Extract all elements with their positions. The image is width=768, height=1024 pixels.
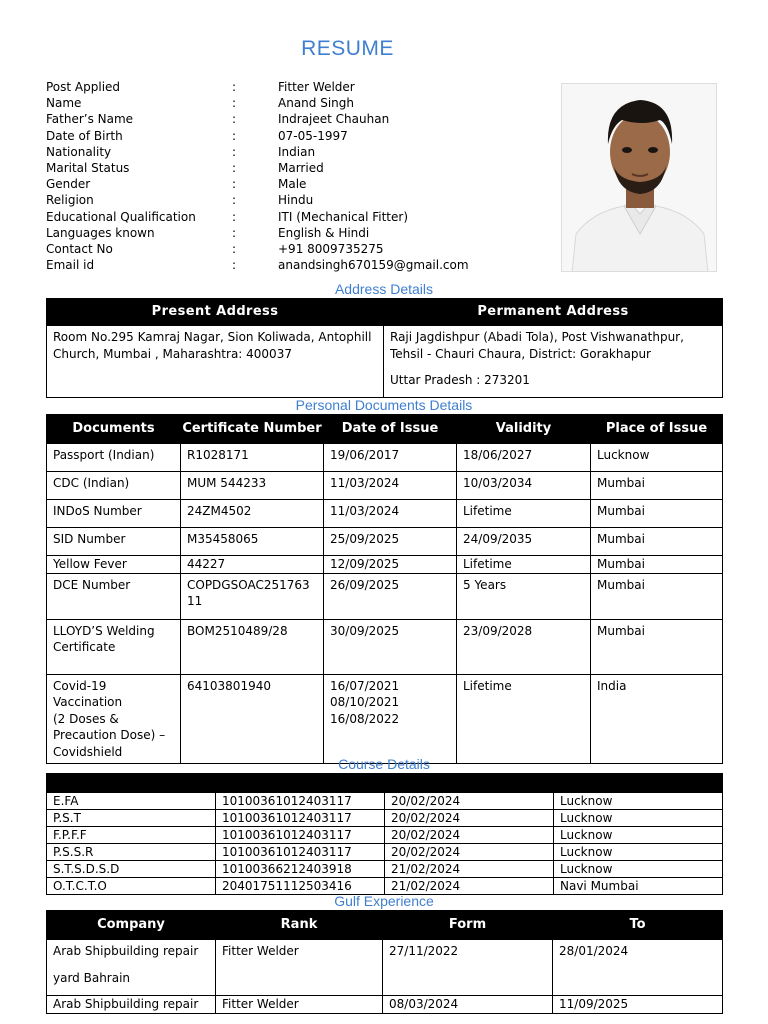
table-cell: MUM 544233 xyxy=(181,472,324,500)
table-cell: 44227 xyxy=(181,556,324,574)
table-row xyxy=(47,793,723,810)
gulf-header: Form xyxy=(383,911,553,940)
personal-value: English & Hindi xyxy=(278,225,370,240)
documents-header: Date of Issue xyxy=(324,415,457,444)
table-cell: 08/03/2024 xyxy=(383,996,553,1014)
personal-row xyxy=(46,160,546,176)
table-cell: Lifetime xyxy=(457,500,591,528)
table-cell: P.S.T xyxy=(47,810,216,827)
colon: : xyxy=(232,160,237,175)
permanent-address xyxy=(384,326,723,398)
table-cell: 26/09/2025 xyxy=(324,573,457,619)
table-cell: 11/03/2024 xyxy=(324,472,457,500)
table-cell: F.P.F.F xyxy=(47,827,216,844)
documents-header: Certificate Number xyxy=(181,415,324,444)
documents-header: Validity xyxy=(457,415,591,444)
table-cell: 5 Years xyxy=(457,573,591,619)
table-cell: 10/03/2034 xyxy=(457,472,591,500)
table-cell: Lifetime xyxy=(457,674,591,764)
colon: : xyxy=(232,128,237,143)
personal-details xyxy=(46,79,546,273)
table-cell: Passport (Indian) xyxy=(47,444,181,472)
personal-row xyxy=(46,209,546,225)
table-cell: Mumbai xyxy=(591,573,723,619)
table-cell: M35458065 xyxy=(181,528,324,556)
personal-label: Email id xyxy=(46,258,95,273)
colon: : xyxy=(232,258,237,273)
table-cell: 10100361012403117 xyxy=(216,810,385,827)
table-cell: O.T.C.T.O xyxy=(47,878,216,895)
colon: : xyxy=(232,225,237,240)
colon: : xyxy=(232,96,237,111)
table-row xyxy=(47,844,723,861)
person-photo-illustration xyxy=(562,84,717,272)
table-cell: 23/09/2028 xyxy=(457,619,591,674)
personal-value: Married xyxy=(278,160,324,175)
table-cell xyxy=(324,674,457,764)
table-cell: 24/09/2035 xyxy=(457,528,591,556)
cell-line: (2 Doses & xyxy=(53,711,119,726)
table-cell: 21/02/2024 xyxy=(385,861,554,878)
table-cell: LLOYD’S Welding Certificate xyxy=(47,619,181,674)
colon: : xyxy=(232,193,237,208)
table-row xyxy=(47,472,723,500)
table-cell: Lucknow xyxy=(554,810,723,827)
table-cell: Lucknow xyxy=(554,793,723,810)
page-title: RESUME xyxy=(301,37,394,60)
present-address: Room No.295 Kamraj Nagar, Sion Koliwada, Antophill Church, Mumbai , Maharashtra: 400037 xyxy=(47,326,384,398)
courses-header-bar xyxy=(47,774,723,793)
table-row xyxy=(47,573,723,619)
cell-line: Covidshield xyxy=(53,744,123,759)
table-cell: 25/09/2025 xyxy=(324,528,457,556)
table-cell: 20/02/2024 xyxy=(385,844,554,861)
permanent-address-header: Permanent Address xyxy=(384,299,723,326)
personal-row xyxy=(46,176,546,192)
table-cell: 11/09/2025 xyxy=(553,996,723,1014)
personal-label: Nationality xyxy=(46,144,112,159)
table-cell: 28/01/2024 xyxy=(553,940,723,996)
table-cell: Lucknow xyxy=(591,444,723,472)
table-cell: 19/06/2017 xyxy=(324,444,457,472)
personal-row xyxy=(46,128,546,144)
table-cell: 21/02/2024 xyxy=(385,878,554,895)
table-cell: 12/09/2025 xyxy=(324,556,457,574)
personal-row xyxy=(46,111,546,127)
table-row xyxy=(47,996,723,1014)
personal-label: Post Applied xyxy=(46,80,121,94)
table-cell: 10100366212403918 xyxy=(216,861,385,878)
table-row xyxy=(47,674,723,764)
table-cell: India xyxy=(591,674,723,764)
table-cell: Lucknow xyxy=(554,861,723,878)
table-cell: Lucknow xyxy=(554,844,723,861)
personal-row xyxy=(46,192,546,208)
table-cell: Lucknow xyxy=(554,827,723,844)
present-address-header: Present Address xyxy=(47,299,384,326)
section-title-documents: Personal Documents Details xyxy=(295,397,473,413)
table-cell: Lifetime xyxy=(457,556,591,574)
table-cell: Navi Mumbai xyxy=(554,878,723,895)
courses-table xyxy=(46,773,723,895)
table-row xyxy=(47,528,723,556)
section-title-courses: Course Details xyxy=(338,756,430,772)
table-cell: 27/11/2022 xyxy=(383,940,553,996)
cell-line: Vaccination xyxy=(53,695,123,709)
table-row xyxy=(47,810,723,827)
personal-row xyxy=(46,95,546,111)
table-cell: 10100361012403117 xyxy=(216,793,385,810)
personal-row xyxy=(46,225,546,241)
permanent-address-line2: Uttar Pradesh : 273201 xyxy=(390,373,530,387)
table-cell: 11/03/2024 xyxy=(324,500,457,528)
personal-label: Name xyxy=(46,96,82,111)
personal-value: Male xyxy=(278,177,307,192)
table-cell: R1028171 xyxy=(181,444,324,472)
personal-value: Indrajeet Chauhan xyxy=(278,112,390,127)
address-table xyxy=(46,298,723,398)
table-cell: COPDGSOAC25176311 xyxy=(181,573,324,619)
table-cell: 30/09/2025 xyxy=(324,619,457,674)
table-cell: 10100361012403117 xyxy=(216,844,385,861)
personal-row xyxy=(46,144,546,160)
table-cell: Mumbai xyxy=(591,472,723,500)
table-row xyxy=(47,619,723,674)
cell-line: Precaution Dose) – xyxy=(53,728,166,742)
gulf-header: To xyxy=(553,911,723,940)
profile-photo xyxy=(561,83,717,272)
gulf-experience-table xyxy=(46,910,723,1014)
table-cell: CDC (Indian) xyxy=(47,472,181,500)
gulf-header: Rank xyxy=(216,911,383,940)
gulf-header: Company xyxy=(47,911,216,940)
colon: : xyxy=(232,241,237,256)
table-cell: 20/02/2024 xyxy=(385,810,554,827)
personal-label: Religion xyxy=(46,193,94,208)
table-cell: E.FA xyxy=(47,793,216,810)
table-row xyxy=(47,500,723,528)
table-cell: INDoS Number xyxy=(47,500,181,528)
colon: : xyxy=(232,209,237,224)
table-row xyxy=(47,878,723,895)
personal-value: 07-05-1997 xyxy=(278,128,348,143)
table-cell: S.T.S.D.S.D xyxy=(47,861,216,878)
table-cell: BOM2510489/28 xyxy=(181,619,324,674)
personal-label: Languages known xyxy=(46,225,155,240)
table-cell: 24ZM4502 xyxy=(181,500,324,528)
table-cell: Yellow Fever xyxy=(47,556,181,574)
table-cell xyxy=(47,674,181,764)
permanent-address-line1: Raji Jagdishpur (Abadi Tola), Post Vishwanathpur, Tehsil - Chauri Chaura, District: Gorakhapur xyxy=(390,330,684,361)
personal-row xyxy=(46,79,546,95)
colon: : xyxy=(232,177,237,192)
table-cell: Mumbai xyxy=(591,500,723,528)
table-cell: Mumbai xyxy=(591,556,723,574)
table-cell: 64103801940 xyxy=(181,674,324,764)
personal-value: anandsingh670159@gmail.com xyxy=(278,258,469,273)
table-row xyxy=(47,444,723,472)
colon: : xyxy=(232,80,237,94)
table-cell: 20401751112503416 xyxy=(216,878,385,895)
personal-value: +91 8009735275 xyxy=(278,241,384,256)
colon: : xyxy=(232,112,237,127)
table-row xyxy=(47,940,723,996)
documents-table xyxy=(46,414,723,764)
table-cell: 18/06/2027 xyxy=(457,444,591,472)
table-row xyxy=(47,556,723,574)
table-cell: 20/02/2024 xyxy=(385,827,554,844)
table-cell: Fitter Welder xyxy=(216,996,383,1014)
cell-line: 16/08/2022 xyxy=(330,711,400,726)
section-title-gulf: Gulf Experience xyxy=(334,893,434,909)
cell-line: Covid-19 xyxy=(53,678,107,693)
table-cell: Fitter Welder xyxy=(216,940,383,996)
table-cell xyxy=(47,940,216,996)
company-line: Arab Shipbuilding repair xyxy=(53,944,199,958)
table-cell: Mumbai xyxy=(591,528,723,556)
table-row xyxy=(47,827,723,844)
company-line: yard Bahrain xyxy=(53,970,131,985)
company-line: Arab Shipbuilding repair xyxy=(53,997,199,1011)
personal-value: ITI (Mechanical Fitter) xyxy=(278,209,409,224)
table-cell: DCE Number xyxy=(47,573,181,619)
table-cell: Mumbai xyxy=(591,619,723,674)
personal-value: Hindu xyxy=(278,193,314,208)
personal-value: Anand Singh xyxy=(278,96,354,111)
documents-header: Place of Issue xyxy=(591,415,723,444)
personal-value: Fitter Welder xyxy=(278,80,355,94)
cell-line: 16/07/2021 xyxy=(330,678,400,693)
personal-label: Marital Status xyxy=(46,160,130,175)
table-cell: 10100361012403117 xyxy=(216,827,385,844)
table-cell xyxy=(47,996,216,1014)
personal-label: Contact No xyxy=(46,241,113,256)
personal-label: Father’s Name xyxy=(46,112,134,127)
colon: : xyxy=(232,144,237,159)
table-cell: 20/02/2024 xyxy=(385,793,554,810)
table-row xyxy=(47,861,723,878)
personal-value: Indian xyxy=(278,144,316,159)
table-cell: P.S.S.R xyxy=(47,844,216,861)
personal-label: Gender xyxy=(46,177,91,192)
documents-header: Documents xyxy=(47,415,181,444)
personal-label: Educational Qualification xyxy=(46,209,196,224)
personal-label: Date of Birth xyxy=(46,128,123,143)
cell-line: 08/10/2021 xyxy=(330,695,400,709)
section-title-address: Address Details xyxy=(334,281,434,297)
personal-row xyxy=(46,241,546,257)
personal-row xyxy=(46,257,546,273)
table-cell: SID Number xyxy=(47,528,181,556)
